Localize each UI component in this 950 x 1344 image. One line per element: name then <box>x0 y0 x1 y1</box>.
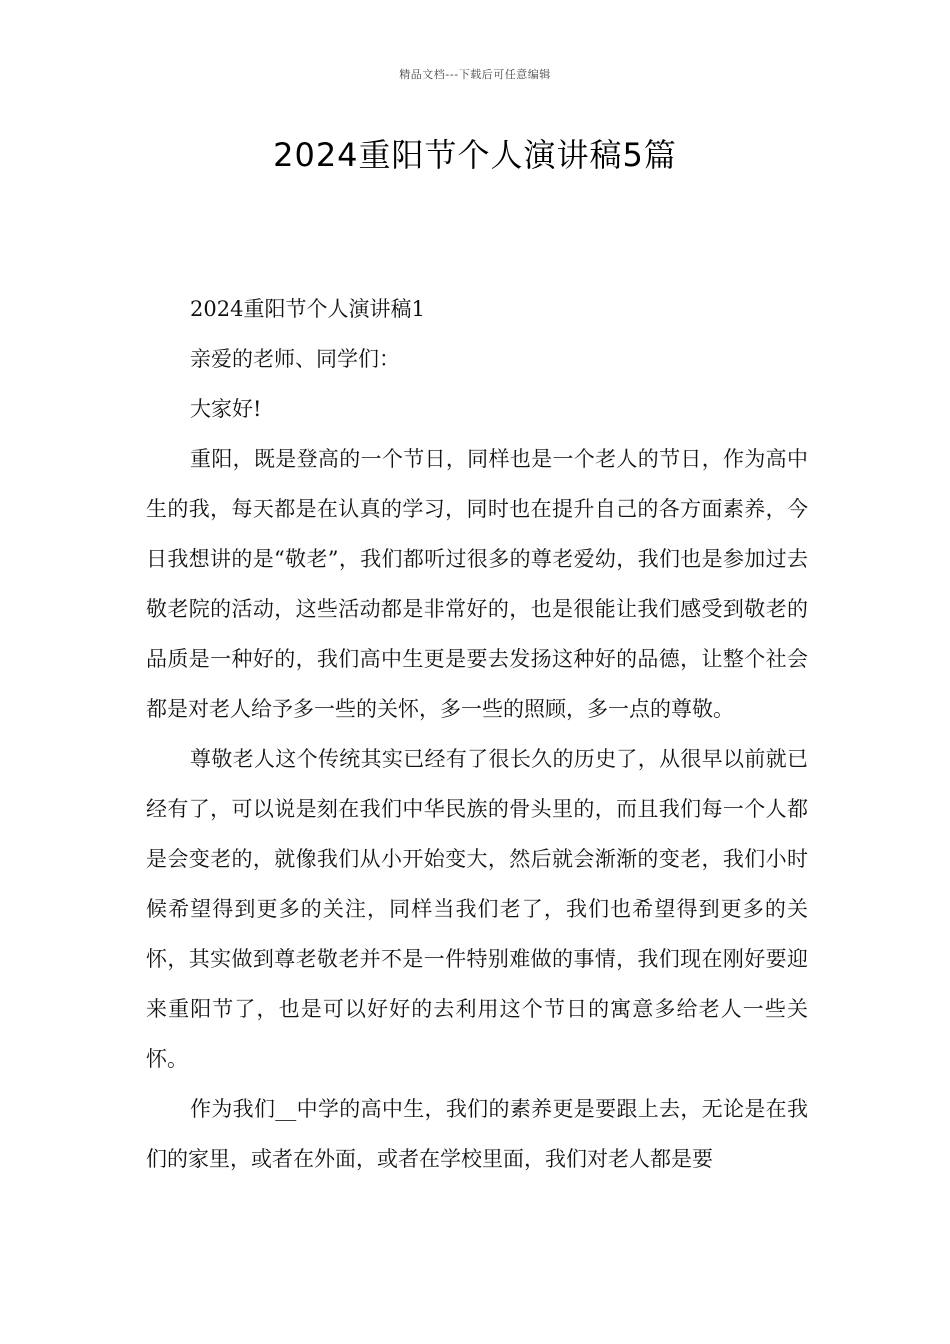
document-body <box>146 284 808 1184</box>
paragraph: 作为我们__中学的高中生，我们的素养更是要跟上去，无论是在我们的家里，或者在外面，或者在学校里面，我们对老人都是要 <box>146 1097 808 1171</box>
section-heading: 2024重阳节个人演讲稿1 <box>190 297 425 321</box>
paragraph: 尊敬老人这个传统其实已经有了很长久的历史了，从很早以前就已经有了，可以说是刻在我们中华民族的骨头里的，而且我们每一个人都是会变老的，就像我们从小开始变大，然后就会渐渐的变老，我们小时候希望得到更多的关注，同样当我们老了，我们也希望得到更多的关怀，其实做到尊老敬老并不是一件特别难做的事情，我们现在刚好要迎来重阳节了，也是可以好好的去利用这个节日的寓意多给老人一些关怀。 <box>146 747 808 1071</box>
header-note: 精品文档---下载后可任意编辑 <box>399 68 551 81</box>
paragraph: 重阳，既是登高的一个节日，同样也是一个老人的节日，作为高中生的我，每天都是在认真的学习，同时也在提升自己的各方面素养，今日我想讲的是“敬老”，我们都听过很多的尊老爱幼，我们也是参加过去敬老院的活动，这些活动都是非常好的，也是很能让我们感受到敬老的品质是一种好的，我们高中生更是要去发扬这种好的品德，让整个社会都是对老人给予多一些的关怀，多一些的照顾，多一点的尊敬。 <box>146 447 808 721</box>
document-title: 2024重阳节个人演讲稿5篇 <box>273 136 677 174</box>
greeting: 大家好! <box>190 397 262 421</box>
salutation: 亲爱的老师、同学们： <box>190 347 400 371</box>
